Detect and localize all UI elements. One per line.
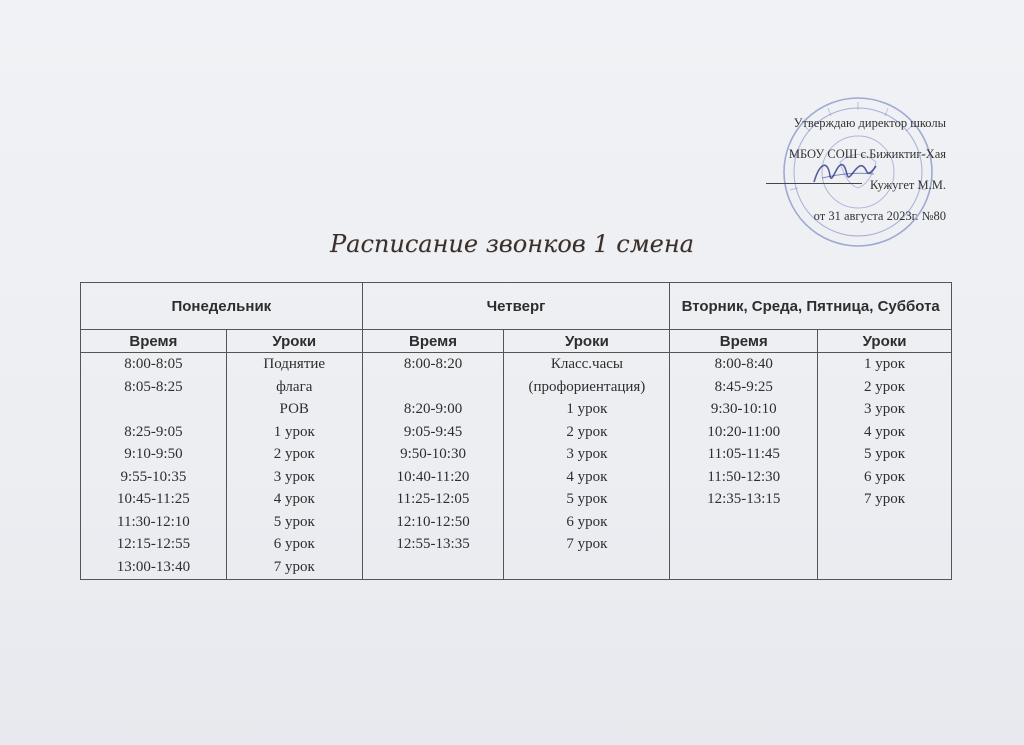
time-slot: 12:35-13:15 bbox=[707, 491, 781, 507]
lesson-item: 2 урок bbox=[273, 446, 315, 462]
lesson-item: 4 урок bbox=[273, 491, 315, 507]
monday-times-cell bbox=[81, 353, 227, 580]
lesson-item: 6 урок bbox=[864, 468, 906, 485]
lesson-item: 7 урок bbox=[566, 536, 608, 552]
time-slot: 8:45-9:25 bbox=[714, 378, 773, 395]
approval-line-1: Утверждаю директор школы bbox=[793, 116, 946, 130]
lesson-item: 6 урок bbox=[566, 513, 608, 530]
lesson-item: 1 урок bbox=[864, 356, 906, 372]
time-header: Время bbox=[81, 330, 227, 353]
time-header: Время bbox=[362, 330, 504, 353]
lessons-header: Уроки bbox=[226, 330, 362, 353]
time-slot: 10:20-11:00 bbox=[707, 423, 781, 440]
time-slot: 8:00-8:05 bbox=[124, 356, 183, 372]
approval-line-2: МБОУ СОШ с.Бижиктиг-Хая bbox=[788, 147, 946, 161]
day-header-other-days: Вторник, Среда, Пятница, Суббота bbox=[670, 283, 952, 330]
time-slot: 8:00-8:20 bbox=[403, 356, 463, 372]
lesson-item: 5 урок bbox=[566, 491, 608, 507]
time-slot: 12:10-12:50 bbox=[396, 513, 470, 530]
time-slot: 9:30-10:10 bbox=[710, 401, 777, 417]
time-slot: 11:30-12:10 bbox=[117, 513, 190, 530]
approval-line-4: от 31 августа 2023г. №80 bbox=[813, 209, 946, 223]
time-slot: 10:40-11:20 bbox=[396, 468, 470, 485]
time-slot: 10:45-11:25 bbox=[117, 491, 190, 507]
time-slot: 11:05-11:45 bbox=[707, 446, 780, 462]
time-slot: 9:10-9:50 bbox=[124, 446, 183, 462]
lesson-item: 7 урок bbox=[273, 558, 315, 575]
time-slot bbox=[363, 376, 504, 399]
time-slot: 8:25-9:05 bbox=[124, 423, 183, 440]
lesson-item: 6 урок bbox=[273, 536, 315, 552]
time-slot: 9:50-10:30 bbox=[400, 446, 466, 462]
document-title: Расписание звонков 1 смена bbox=[330, 230, 694, 258]
lesson-item: 5 урок bbox=[864, 446, 906, 462]
schedule-body-row bbox=[81, 353, 952, 580]
thursday-lessons-cell bbox=[504, 353, 670, 580]
column-header-row bbox=[81, 330, 952, 353]
day-header-row bbox=[81, 283, 952, 330]
approval-line-3: Кужугет М.М. bbox=[870, 178, 946, 192]
thursday-times-cell bbox=[362, 353, 504, 580]
day-header-monday: Понедельник bbox=[81, 283, 363, 330]
lesson-item: Класс.часы bbox=[550, 356, 623, 372]
time-slot bbox=[81, 398, 226, 421]
time-header: Время bbox=[670, 330, 818, 353]
time-slot: 12:55-13:35 bbox=[396, 536, 470, 552]
time-slot: 11:25-12:05 bbox=[396, 491, 470, 507]
time-slot: 9:05-9:45 bbox=[403, 423, 463, 440]
lesson-item: 3 урок bbox=[864, 401, 906, 417]
time-slot: 9:55-10:35 bbox=[120, 468, 187, 485]
lesson-item: РОВ bbox=[279, 401, 309, 417]
lesson-item: (профориентация) bbox=[528, 378, 646, 395]
lessons-header: Уроки bbox=[504, 330, 670, 353]
lesson-item: 5 урок bbox=[273, 513, 315, 530]
bell-schedule-table bbox=[80, 282, 952, 580]
other-days-times-cell bbox=[670, 353, 818, 580]
lesson-item: Поднятие bbox=[263, 356, 326, 372]
lesson-item: 7 урок bbox=[864, 491, 906, 507]
lesson-item: 2 урок bbox=[864, 378, 906, 395]
lesson-item: 2 урок bbox=[566, 423, 608, 440]
lesson-item: 1 урок bbox=[566, 401, 608, 417]
time-slot: 11:50-12:30 bbox=[707, 468, 781, 485]
time-slot: 12:15-12:55 bbox=[116, 536, 191, 552]
day-header-thursday: Четверг bbox=[362, 283, 670, 330]
lesson-item: 3 урок bbox=[566, 446, 608, 462]
lesson-item: флага bbox=[276, 378, 313, 395]
lesson-item: 3 урок bbox=[273, 468, 315, 485]
monday-lessons-cell bbox=[226, 353, 362, 580]
time-slot: 8:00-8:40 bbox=[714, 356, 773, 372]
approval-block bbox=[686, 108, 946, 232]
time-slot: 8:20-9:00 bbox=[403, 401, 463, 417]
lessons-header: Уроки bbox=[818, 330, 952, 353]
lesson-item: 1 урок bbox=[273, 423, 315, 440]
time-slot: 13:00-13:40 bbox=[116, 558, 191, 575]
time-slot: 8:05-8:25 bbox=[124, 378, 183, 395]
lesson-item: 4 урок bbox=[566, 468, 608, 485]
other-days-lessons-cell bbox=[818, 353, 952, 580]
lesson-item: 4 урок bbox=[864, 423, 906, 440]
